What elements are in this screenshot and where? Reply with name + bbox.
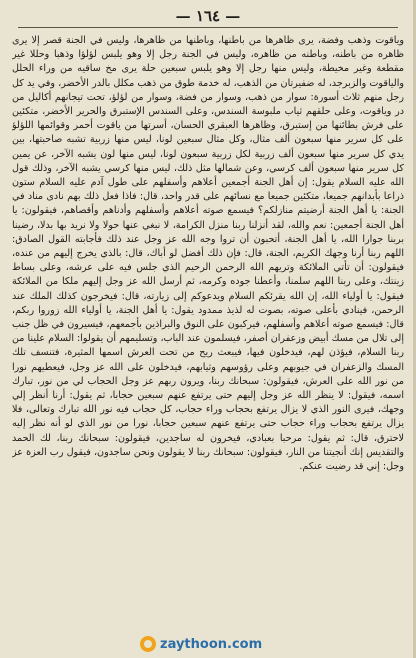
main-text-block — [12, 34, 404, 620]
header-divider — [18, 27, 398, 28]
watermark — [140, 636, 262, 652]
page-header — [0, 6, 416, 26]
page-number: — ١٦٤ — — [175, 7, 241, 25]
watermark-text: zaythoon.com — [160, 636, 263, 652]
paragraph: وياقوت وذهب وفضة، يرى ظاهرها من باطنها، وباطنها من ظاهرها، وليس في الجنة قصر إلا يرى ظاهره من باطنه، وباطنه من ظاهره، وليس في الجنة رجل إلا وهو يلبس لؤلؤا وذهبا وحللا غير مقطعة وغير مخيطة، وليس منها رجل إلا وهو يلبس سبعين حلة يرى مخ ساقيه من وراء الحلل والياقوت والزبرجد، له ضفيرتان من الذهب، له خدمة طوق من ذهب مكلل بالدر الأخضر، وفي يد كل رجل منهم ثلاث أسورة: سوار من ذهب، وسوار من فضة، وسوار من لؤلؤ، تحت تيجانهم أكاليل من در وياقوت، وعلى حلقهم ثياب ملبوسة السندس، وعلى السندس الإستبرق والحرير الأخضر، متكئين على فرش بطائنها من إستبرق، وظاهرها العبقري الحسان، أسرتها من ياقوت أحمر وقوائمها اللؤلؤ على كل سرير منها سبعون ألف مثال، وكل مثال سبعين لونا، ليس منها زربية تشبه صاحبتها، بين يدي كل سرير منها سبعون ألف زربية لكل زربية سبعون لونا، ليس منها لون يشبه الآخر، عن يمين كل سرير منها سبعون ألف كرسي، وعن شمالها مثل ذلك، ليس منها كرسي يشبه الآخر، وذلك قول الله عليه السلام يقول: إن أهل الجنة أجمعين أعلاهم وأسفلهم على طول آدم عليه السلام ستون ذراعا بأبدانهم جميعا، متكئين جميعا مع نسائهم على قدر واحد، قال: فاذا فعل ذلك بهم نادى مناد في الجنة: يا أهل الجنة أرضيتم منازلكم؟ فيسمع صوته أعلاهم وأسفلهم وأدناهم وأقصاهم، فيقولون: يا أهل الجنة أجمعين: نعم والله، لقد أنزلنا ربنا منزل الكرامة، لا نبغي عنها حولا ولا نريد بها بدلا، رضينا بربنا جوارا الله، يا أهل الجنة، أتحبون أن تروا وجه الله عز وجل عند ذلك فأجابته القول الصادق: اللهم ربنا أرنا وجهك الكريم، الجنة، قال: فإن ذلك أفضل لو أباك، قال: بالذي يخرج إليهم من عنده، فيقولون: أن تأتي الملائكة وتريهم الله الرحمن الرحيم الذي جلس فيه على عرشه، وعلى بساط زينتك، وعلى ربنا اللهم سلمنا، وأعطنا جوده وكرمه، ثم أرسل الله عز وجل إليهم ملكا من الملائكة فيقول: يا أولياء الله، إن الله يقرئكم السلام ويدعوكم إلى زيارته، قال: فيخرجون كذلك الملك عند الرحمن، فينادي بأعلى صوته، بصوت له لذيذ ممدود يقول: يا أهل الجنة، يا أولياء الله زوروا ربكم، قال: فيسمع صوته أعلاهم وأسفلهم، فيركبون على النوق والبراذين بأجمعهم، فيسيرون في ظل جنب إلى تلال من مسك أبيض وزعفران أصفر، فيسلمون عند الباب، وتسليمهم أن يقولوا: السلام علينا من ربنا السلام، فيؤذن لهم، فيدخلون فيها، فيبعث ريح من تحت العرش اسمها المثيرة، فتنسف تلك المسك والزعفران في جيوبهم وعلى رؤوسهم وثيابهم، فيدخلون على الله عز وجل، فيعطيهم نورا من نور الله على العرش، فيقولون: سبحانك ربنا، ويرون ربهم عز وجل الحجاب لي من نور، تبارك اسمه، فيقول: لا ينظر الله عز وجل إليهم حتى يرتفع عنهم سبعين حجابا، ثم يقول: أرنا أنظر إلي وجهك، فيرى النور الذي لا يزال يرتفع بحجاب وراء حجاب، كل حجاب فيه نور الله تبارك وتعالى، فلا يزال يرتفع بحجاب وراء حجاب حتى يرتفع عنهم سبعين حجابا، نورا من نور الذي لو أنه نظر إليه لاحترق، قال: ثم يقول: مرحبا بعبادي، فيخرون له ساجدين، فيقولون: سبحانك ربنا، لك الحمد والتقديس إنك أنجيتنا من النار، فيقولون: سبحانك ربنا لا يقولون ونحن ساجدون، فيقول رب العزة عز وجل: إني قد رضيت عنكم. — [12, 35, 404, 473]
zaythoon-logo-icon — [140, 636, 156, 652]
